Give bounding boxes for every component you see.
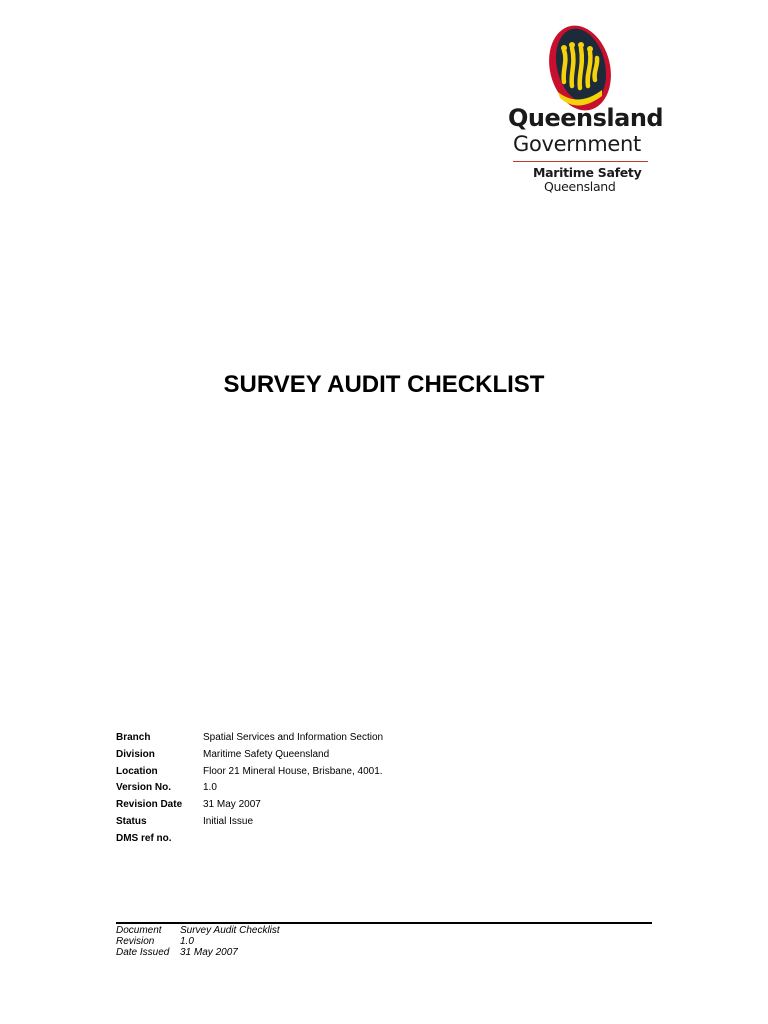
footer-divider — [116, 922, 652, 924]
logo-agency-region: Queensland — [544, 179, 616, 194]
details-value: 1.0 — [203, 782, 217, 794]
details-row-revision-date — [116, 799, 383, 816]
document-details-table — [116, 732, 383, 850]
footer-label: Document — [116, 925, 162, 936]
organisation-logo — [500, 22, 664, 202]
logo-divider — [513, 161, 648, 162]
details-label: DMS ref no. — [116, 832, 172, 844]
details-row-division — [116, 749, 383, 766]
details-row-branch — [116, 732, 383, 749]
logo-agency-name: Maritime Safety — [533, 165, 642, 180]
details-value: Initial Issue — [203, 815, 254, 827]
details-value: Spatial Services and Information Section — [203, 732, 384, 743]
details-label: Division — [116, 748, 155, 760]
footer-row-document — [116, 925, 280, 936]
details-value — [203, 833, 383, 850]
details-value: Floor 21 Mineral House, Brisbane, 4001. — [203, 765, 383, 777]
footer-label: Revision — [116, 936, 155, 947]
logo-wordmark-government: Government — [513, 132, 641, 156]
details-row-location — [116, 766, 383, 783]
footer-row-revision — [116, 936, 280, 947]
footer-value: 1.0 — [180, 936, 194, 947]
details-row-status — [116, 816, 383, 833]
details-label: Branch — [116, 732, 151, 743]
queensland-government-crest-icon — [544, 22, 612, 114]
details-row-dms-ref — [116, 833, 383, 850]
details-row-version — [116, 782, 383, 799]
page-footer — [116, 925, 280, 958]
details-label: Location — [116, 765, 158, 777]
footer-row-date-issued — [116, 947, 280, 958]
logo-wordmark-queensland: Queensland — [508, 104, 664, 132]
details-label: Version No. — [116, 782, 172, 794]
footer-value: Survey Audit Checklist — [180, 925, 280, 936]
details-value: 31 May 2007 — [203, 799, 261, 811]
document-title: SURVEY AUDIT CHECKLIST — [223, 371, 545, 398]
footer-value: 31 May 2007 — [180, 947, 238, 958]
details-label: Revision Date — [116, 799, 183, 811]
footer-label: Date Issued — [116, 947, 170, 958]
details-value: Maritime Safety Queensland — [203, 748, 330, 760]
details-label: Status — [116, 815, 147, 827]
